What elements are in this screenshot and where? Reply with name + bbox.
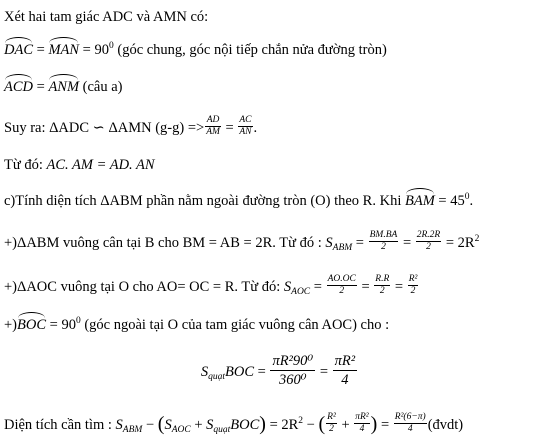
value-90: = 90 <box>79 42 109 58</box>
line-boc-angle <box>4 316 389 334</box>
intro-text: Xét hai tam giác ADC và AMN có: <box>4 9 209 25</box>
line-final-area <box>4 414 463 437</box>
line-similar <box>4 117 257 140</box>
line-intro <box>4 8 208 26</box>
area-symbol: S <box>206 416 214 433</box>
fraction-bm-ba <box>369 230 399 253</box>
fraction-r2-2 <box>326 412 337 435</box>
eq-sign: = <box>316 364 332 380</box>
denominator: 2 <box>374 285 390 297</box>
period: . <box>469 193 474 209</box>
eq-sign: = <box>399 234 415 251</box>
numerator: πR² <box>334 353 356 370</box>
left-paren: ( <box>318 412 326 435</box>
line-sector-area <box>0 352 559 392</box>
denominator: 4 <box>354 423 369 435</box>
eq-sign: = <box>33 42 49 58</box>
area-subscript: quạt <box>213 424 231 435</box>
aoc-text: +)ΔAOC vuông tại O cho AO= OC = R. Từ đó: <box>4 278 284 295</box>
angle-note: (câu a) <box>79 79 123 95</box>
area-symbol: S <box>164 416 172 433</box>
eq-sign: = <box>377 416 393 433</box>
fraction-pi-r2-4 <box>354 412 369 435</box>
denominator: 2 <box>416 241 441 253</box>
plus-sign: + <box>337 416 354 433</box>
square-sup: 2 <box>298 415 304 426</box>
result-2r: = 2R <box>442 234 475 251</box>
area-subscript: AOC <box>171 424 191 435</box>
minus-sign: − <box>142 416 158 433</box>
area-subscript: ABM <box>332 242 353 253</box>
denominator: AM <box>206 127 220 137</box>
right-paren: ) <box>259 412 266 435</box>
numerator: AD <box>206 115 220 125</box>
denominator: AN <box>239 127 252 137</box>
numerator: R²(6−π) <box>394 412 426 422</box>
fraction-final <box>394 412 427 435</box>
sector-name: BOC <box>230 416 260 433</box>
line-aoc-area <box>4 276 419 299</box>
angle-dac: DAC <box>4 42 33 58</box>
unit-label: (đvdt) <box>427 416 464 433</box>
area-symbol: S <box>115 416 123 433</box>
plus-sign: + <box>190 416 207 433</box>
denominator: 2 <box>327 285 357 297</box>
numerator: R² <box>408 274 418 284</box>
eq-sign: = <box>33 79 49 95</box>
value-90: = 90 <box>46 317 76 333</box>
angle-note: (góc chung, góc nội tiếp chắn nửa đường tròn) <box>113 42 387 58</box>
square-sup: 2 <box>474 233 480 244</box>
value-45: = 45 <box>434 193 465 209</box>
plus-prefix: +) <box>4 317 18 333</box>
area-symbol: S <box>283 278 292 295</box>
denominator: 4 <box>333 370 357 389</box>
fraction-ac-an <box>238 115 252 138</box>
line-part-c <box>4 192 473 210</box>
eq-sign: = <box>391 278 407 295</box>
minus-sign: − <box>303 416 319 433</box>
angle-boc: BOC <box>17 317 47 333</box>
final-text: Diện tích cần tìm : <box>4 416 116 433</box>
area-subscript: quạt <box>208 372 225 382</box>
angle-anm: ANM <box>48 79 80 95</box>
numerator: R² <box>327 412 336 422</box>
angle-man: MAN <box>48 42 80 58</box>
numerator: AC <box>239 115 252 125</box>
period: . <box>253 119 258 136</box>
sector-name: BOC <box>225 364 254 380</box>
eq-sign: = <box>310 278 326 295</box>
eq-sign: = <box>221 119 238 136</box>
numerator: πR² <box>355 412 369 422</box>
numerator: BM.BA <box>369 230 398 240</box>
fraction-ao-oc <box>327 274 357 297</box>
right-paren: ) <box>370 412 378 435</box>
denominator: 2 <box>326 423 337 435</box>
degree-sup: 0 <box>75 316 81 326</box>
denominator: 4 <box>394 423 427 435</box>
line-conclusion <box>4 156 155 174</box>
denominator: 2 <box>369 241 399 253</box>
line-angle-acd <box>4 78 123 96</box>
numerator: 2R.2R <box>416 230 441 240</box>
conclusion-prefix: Từ đó: <box>4 157 47 173</box>
numerator: AO.OC <box>327 274 356 284</box>
line-abm-area <box>4 232 479 255</box>
eq-sign: = <box>357 278 374 295</box>
numerator: πR²90⁰ <box>272 353 314 370</box>
result-2r: = 2R <box>265 416 299 433</box>
fraction-r2-2 <box>408 274 419 297</box>
angle-bam: BAM <box>404 193 435 209</box>
area-subscript: AOC <box>291 286 311 297</box>
eq-sign: = <box>254 364 270 380</box>
numerator: R.R <box>375 274 390 284</box>
fraction-2r-2r <box>416 230 441 253</box>
denominator: 2 <box>408 285 419 297</box>
conclusion-expression: AC. AM = AD. AN <box>46 157 155 173</box>
eq-sign: = <box>352 234 368 251</box>
abm-text: +)ΔABM vuông cân tại B cho BM = AB = 2R. Từ đó : <box>4 234 326 251</box>
line-angle-equal-90 <box>4 41 387 59</box>
similar-text: Suy ra: ΔADC ∽ ΔAMN (g-g) => <box>4 119 205 136</box>
area-subscript: ABM <box>122 424 143 435</box>
boc-note: (góc ngoài tại O của tam giác vuông cân AOC) cho : <box>80 317 390 333</box>
area-symbol: S <box>200 364 209 380</box>
degree-sup: 0 <box>464 192 470 202</box>
denominator: 360⁰ <box>270 370 315 389</box>
fraction-r-r <box>374 274 390 297</box>
fraction-pi-r2-4 <box>333 352 357 389</box>
left-paren: ( <box>157 412 165 435</box>
angle-acd: ACD <box>4 79 33 95</box>
area-symbol: S <box>325 234 333 251</box>
degree-sup: 0 <box>108 41 114 51</box>
part-c-text: c)Tính diện tích ΔABM phần nằm ngoài đường tròn (O) theo R. Khi <box>4 193 405 209</box>
fraction-sector-formula <box>270 352 315 389</box>
fraction-ad-am <box>205 115 221 138</box>
